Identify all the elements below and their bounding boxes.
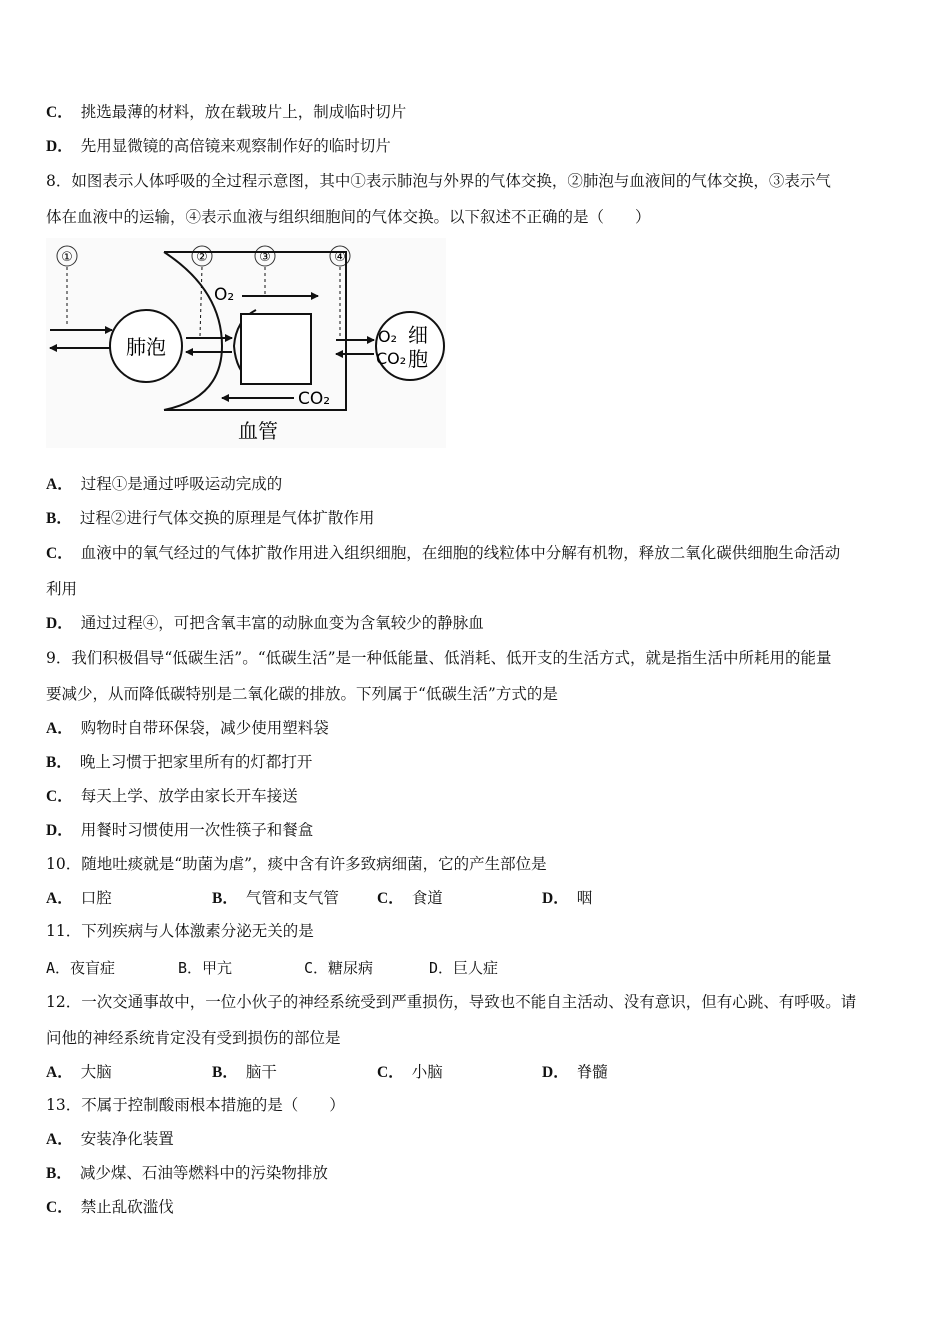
cell-co2-label: CO₂: [376, 349, 407, 368]
cell-label-top: 细: [408, 323, 428, 347]
svg-text:①: ①: [61, 250, 73, 265]
q11-stem: 11．下列疾病与人体激素分泌无关的是: [46, 922, 314, 940]
svg-text:③: ③: [259, 250, 271, 265]
q9-option-a: A． 购物时自带环保袋，减少使用塑料袋: [46, 719, 329, 737]
q12-option-b: B． 脑干: [212, 1063, 277, 1081]
q10-option-c: C． 食道: [377, 889, 443, 907]
q11-option-d: D．巨人症: [429, 959, 499, 977]
q13-option-c: C． 禁止乱砍滥伐: [46, 1198, 174, 1216]
alveolus-label: 肺泡: [126, 335, 166, 359]
capillary-box: [241, 314, 311, 384]
q7-option-d: D． 先用显微镜的高倍镜来观察制作好的临时切片: [46, 137, 391, 155]
o2-top-label: O₂: [214, 285, 235, 305]
q8-option-c-cont: 利用: [46, 580, 78, 598]
q7-option-c: C． 挑选最薄的材料，放在载玻片上，制成临时切片: [46, 103, 407, 121]
q8-stem-line1: 8．如图表示人体呼吸的全过程示意图，其中①表示肺泡与外界的气体交换，②肺泡与血液间的气体交换，③表示气: [46, 172, 831, 190]
q13-stem: 13．不属于控制酸雨根本措施的是（ ）: [46, 1096, 345, 1114]
q8-option-d: D． 通过过程④，可把含氧丰富的动脉血变为含氧较少的静脉血: [46, 614, 484, 632]
q13-option-a: A． 安装净化装置: [46, 1130, 174, 1148]
q12-stem-line2: 问他的神经系统肯定没有受到损伤的部位是: [46, 1029, 341, 1047]
svg-text:④: ④: [334, 250, 346, 265]
svg-text:②: ②: [196, 250, 208, 265]
vessel-label: 血管: [238, 419, 278, 443]
q12-options: [46, 1062, 906, 1082]
q9-option-c: C． 每天上学、放学由家长开车接送: [46, 787, 298, 805]
q12-option-c: C． 小脑: [377, 1063, 443, 1081]
q11-option-b: B．甲亢: [178, 959, 233, 977]
q10-option-d: D． 咽: [542, 889, 593, 907]
q9-stem-line2: 要减少，从而降低碳特别是二氧化碳的排放。下列属于“低碳生活”方式的是: [46, 685, 558, 703]
q9-option-b: B． 晚上习惯于把家里所有的灯都打开: [46, 753, 313, 771]
co2-bottom-label: CO₂: [298, 389, 331, 409]
q8-stem-line2: 体在血液中的运输，④表示血液与组织细胞间的气体交换。以下叙述不正确的是（ ）: [46, 208, 651, 226]
q11-option-c: C．糖尿病: [304, 959, 374, 977]
q12-option-d: D． 脊髓: [542, 1063, 608, 1081]
cell-o2-label: O₂: [378, 327, 398, 346]
q8-option-a: A． 过程①是通过呼吸运动完成的: [46, 475, 283, 493]
q9-stem-line1: 9．我们积极倡导“低碳生活”。“低碳生活”是一种低能量、低消耗、低开支的生活方式，就是指生活中所耗用的能量: [46, 649, 832, 667]
respiration-diagram: [46, 238, 446, 448]
q11-option-a: A．夜盲症: [46, 959, 116, 977]
q10-options: [46, 888, 906, 908]
q10-option-b: B． 气管和支气管: [212, 889, 339, 907]
q12-stem-line1: 12．一次交通事故中，一位小伙子的神经系统受到严重损伤，导致也不能自主活动、没有意识，但有心跳、有呼吸。请: [46, 993, 857, 1011]
q10-option-a: A． 口腔: [46, 889, 112, 907]
q10-stem: 10．随地吐痰就是“助菌为虐”，痰中含有许多致病细菌，它的产生部位是: [46, 855, 547, 873]
q8-option-b: B． 过程②进行气体交换的原理是气体扩散作用: [46, 509, 375, 527]
q11-options: [46, 958, 906, 978]
q13-option-b: B． 减少煤、石油等燃料中的污染物排放: [46, 1164, 328, 1182]
cell-label-bottom: 胞: [408, 347, 428, 371]
q12-option-a: A． 大脑: [46, 1063, 112, 1081]
q9-option-d: D． 用餐时习惯使用一次性筷子和餐盒: [46, 821, 314, 839]
q8-option-c: C． 血液中的氧气经过的气体扩散作用进入组织细胞，在细胞的线粒体中分解有机物，释放二氧化碳供细胞生命活动: [46, 544, 841, 562]
